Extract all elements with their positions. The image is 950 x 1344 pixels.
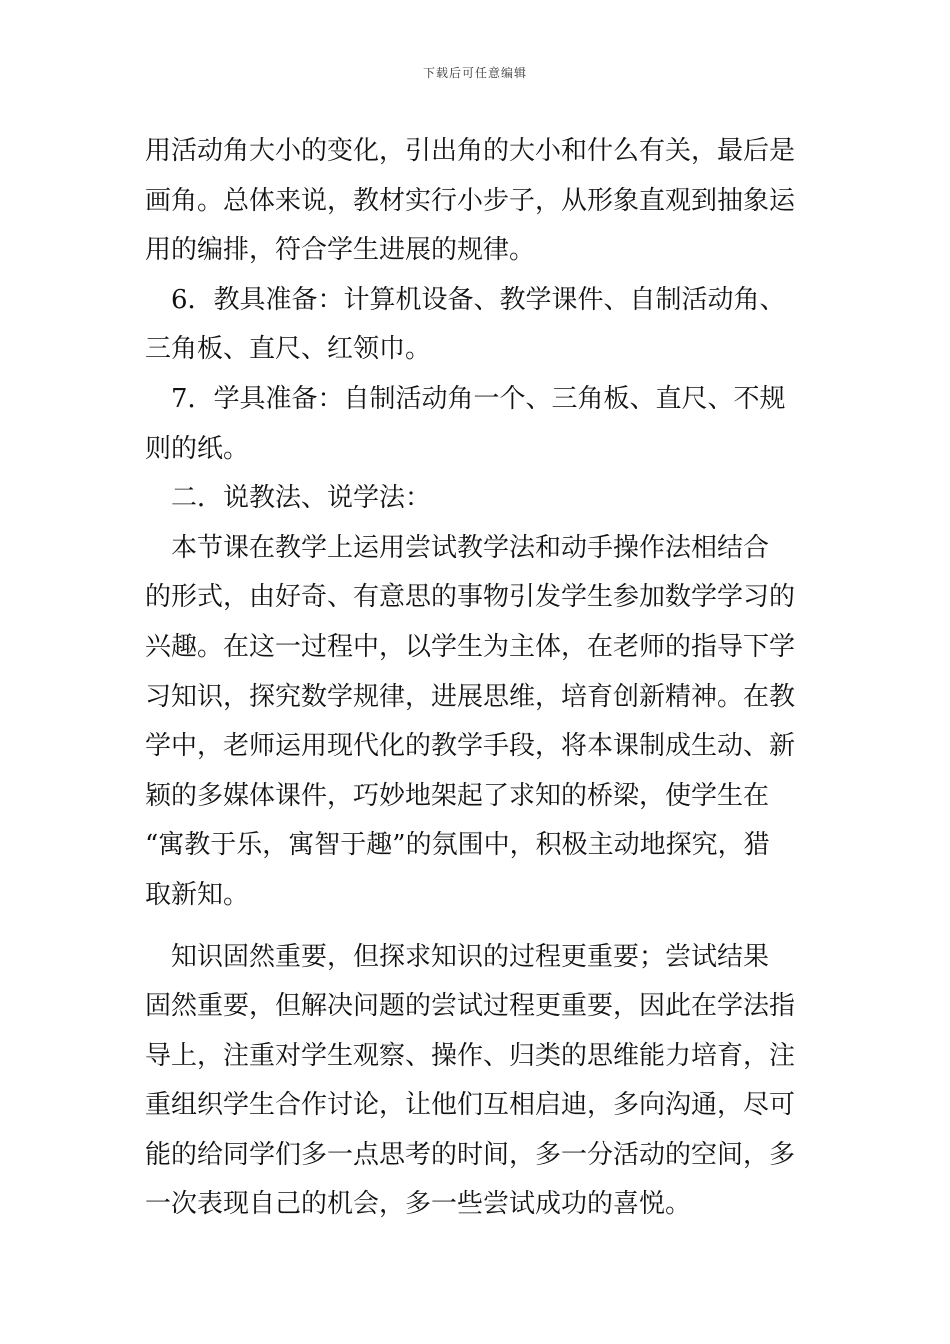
text-line: 6．教具准备：计算机设备、教学课件、自制活动角、 bbox=[145, 284, 786, 315]
text-line: 颖的多媒体课件，巧妙地架起了求知的桥梁，使学生在 bbox=[145, 780, 770, 811]
text-line: 兴趣。在这一过程中，以学生为主体，在老师的指导下学 bbox=[145, 631, 796, 662]
text-line: 则的纸。 bbox=[145, 433, 250, 464]
text-line: 本节课在教学上运用尝试教学法和动手操作法相结合 bbox=[145, 532, 770, 563]
text-line: 知识固然重要，但探求知识的过程更重要；尝试结果 bbox=[145, 941, 770, 972]
document-body bbox=[145, 127, 810, 1230]
text-line: 7．学具准备：自制活动角一个、三角板、直尺、不规 bbox=[145, 383, 786, 414]
text-line: 用的编排，符合学生进展的规律。 bbox=[145, 235, 536, 266]
text-line: 习知识，探究数学规律，进展思维，培育创新精神。在教 bbox=[145, 681, 796, 712]
text-line: 取新知。 bbox=[145, 879, 250, 910]
text-line: 能的给同学们多一点思考的时间，多一分活动的空间，多 bbox=[145, 1139, 796, 1170]
page-header: 下载后可任意编辑 bbox=[422, 66, 527, 80]
text-line: 用活动角大小的变化，引出角的大小和什么有关，最后是 bbox=[145, 136, 796, 166]
text-line: 固然重要，但解决问题的尝试过程更重要，因此在学法指 bbox=[145, 991, 796, 1022]
text-line: 三角板、直尺、红领巾。 bbox=[145, 334, 432, 365]
text-line: 二．说教法、说学法： bbox=[145, 483, 432, 514]
text-line: 画角。总体来说，教材实行小步子，从形象直观到抽象运 bbox=[145, 185, 796, 216]
text-line: 导上，注重对学生观察、操作、归类的思维能力培育，注 bbox=[145, 1040, 796, 1071]
paragraph-gap bbox=[145, 921, 810, 933]
text-line: 重组织学生合作讨论，让他们互相启迪，多向沟通，尽可 bbox=[145, 1090, 796, 1121]
text-line: 学中，老师运用现代化的教学手段，将本课制成生动、新 bbox=[145, 731, 796, 762]
text-line: 的形式，由好奇、有意思的事物引发学生参加数学学习的 bbox=[145, 582, 796, 613]
text-line: 一次表现自己的机会，多一些尝试成功的喜悦。 bbox=[145, 1189, 692, 1220]
text-line: “寓教于乐，寓智于趣”的氛围中，积极主动地探究，猎 bbox=[145, 830, 770, 861]
